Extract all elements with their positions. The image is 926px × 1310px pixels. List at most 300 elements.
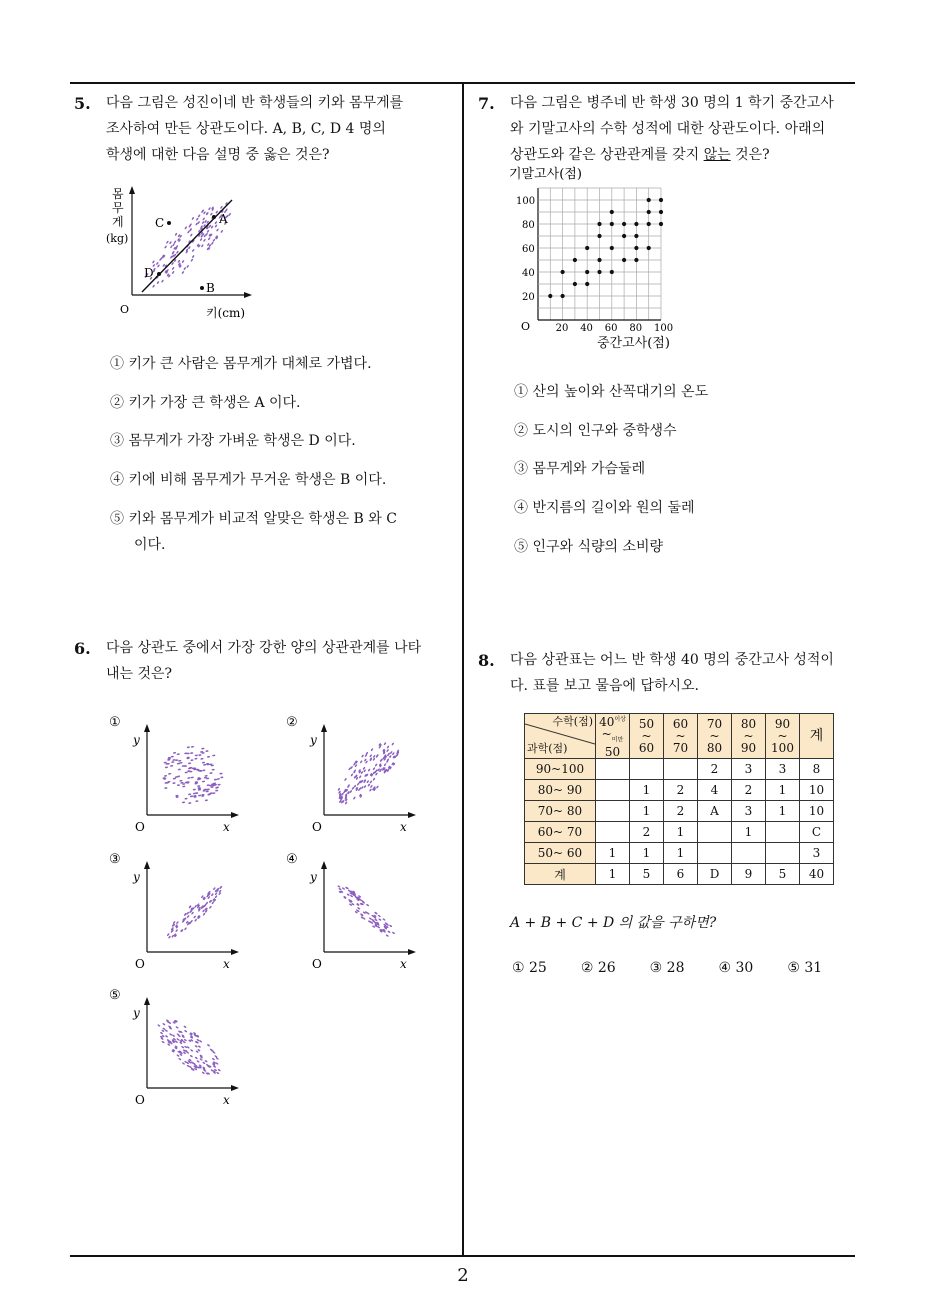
col-header-tilde: ~ (777, 729, 788, 744)
q5-text-line: 다음 그림은 성진이네 반 학생들의 키와 몸무게를 (106, 95, 404, 111)
q6-cloud-dot (387, 930, 391, 933)
q6-scatter-chart (282, 712, 422, 840)
q5-cloud-dot (208, 207, 211, 211)
q6-cloud-dot (171, 934, 174, 938)
q6-cloud-dot (212, 754, 215, 756)
col-header-tilde: ~ (743, 729, 754, 744)
q5-cloud-dot (181, 260, 184, 264)
q7-xtick-label: 100 (654, 323, 674, 334)
q7-number: 7. (478, 94, 495, 113)
table-cell: 2 (664, 801, 698, 822)
q6-cloud-dot (217, 784, 220, 786)
q5-cloud-dot (190, 258, 193, 262)
q5-cloud-dot (169, 241, 172, 245)
q6-cloud-dot (169, 1033, 173, 1036)
q5-cloud-dot (215, 210, 218, 214)
q7-data-point (610, 210, 614, 214)
q5-cloud-dot (214, 224, 217, 228)
table-cell (664, 759, 698, 780)
table-cell: 9 (732, 864, 766, 885)
q8-choice-4[interactable]: ④ 30 (718, 960, 754, 976)
q6-cloud-dot (195, 754, 198, 756)
col-header-sup: 이상 (614, 716, 626, 723)
q6-cloud-dot (211, 769, 214, 771)
q5-origin: O (120, 303, 130, 316)
col-header-sub: 미만 (611, 736, 624, 744)
q7-option-4[interactable]: ④ 반지름의 길이와 원의 둘레 (514, 500, 695, 516)
q6-cloud-dot (187, 777, 190, 779)
table-row (525, 864, 834, 885)
q6-cloud-dot (207, 756, 210, 758)
q5-cloud-dot (184, 226, 187, 230)
q7-text-underlined: 않는 (703, 147, 731, 163)
q7-option-5[interactable]: ⑤ 인구와 식량의 소비량 (514, 539, 664, 555)
bottom-rule (70, 1255, 855, 1257)
q6-origin: O (135, 957, 145, 971)
table-cell (630, 759, 664, 780)
table-cell (766, 822, 800, 843)
table-cell (596, 822, 630, 843)
q6-option-2[interactable] (282, 712, 422, 844)
q6-cloud-dot (188, 802, 191, 804)
q6-ylabel: y (133, 1006, 140, 1020)
q6-cloud-dot (164, 775, 167, 777)
q5-option-5[interactable] (110, 508, 450, 556)
q5-scatter-chart (100, 180, 270, 325)
q6-xlabel: x (223, 957, 230, 971)
q6-cloud-dot (197, 785, 200, 787)
col-header-to: 70 (672, 741, 689, 756)
q6-origin: O (312, 820, 322, 834)
table-cell: 40 (800, 864, 834, 885)
q7-scatter-chart (505, 160, 695, 355)
q6-scatter-chart (105, 849, 245, 977)
q6-cloud-dot (161, 1041, 165, 1044)
q5-cloud-dot (220, 230, 223, 234)
q5-label-c: C (155, 216, 165, 230)
q6-ylabel: y (310, 733, 317, 747)
q6-cloud-dot (373, 755, 376, 759)
col-header-from: 50 (638, 717, 655, 732)
q5-cloud-dot (192, 255, 195, 259)
q6-ylabel: y (133, 733, 140, 747)
q5-point-c (167, 221, 171, 225)
q6-cloud-dot (214, 1055, 218, 1058)
q6-cloud-dot (199, 1040, 203, 1043)
table-row (525, 801, 834, 822)
q5-cloud-dot (203, 239, 206, 243)
q5-cloud-dot (166, 240, 169, 244)
table-cell: 1 (664, 822, 698, 843)
q6-option-1[interactable] (105, 712, 245, 844)
q7-data-point (659, 198, 663, 202)
q6-cloud-dot (344, 778, 347, 782)
q6-cloud-dot (198, 794, 201, 796)
q6-cloud-dot (374, 918, 378, 921)
q6-cloud-dot (184, 927, 187, 931)
table-cell: 6 (664, 864, 698, 885)
q7-data-point (597, 222, 601, 226)
q5-cloud-dot (190, 233, 193, 237)
row-header: 50~ 60 (525, 843, 596, 864)
q6-cloud-dot (366, 904, 370, 907)
q5-cloud-dot (206, 230, 209, 234)
q6-cloud-dot (214, 892, 217, 896)
q6-cloud-dot (179, 780, 182, 782)
col-header-to: 100 (771, 741, 794, 756)
col-header-tilde: ~ (601, 727, 612, 741)
q6-cloud-dot (378, 918, 382, 921)
q7-ticks (516, 196, 673, 334)
q6-cloud-dot (370, 785, 373, 789)
q8-choices (512, 960, 822, 976)
table-cell: 1 (664, 843, 698, 864)
q6-cloud-dot (204, 775, 207, 777)
q6-cloud-dot (165, 1035, 169, 1038)
q6-marker: ④ (286, 852, 298, 867)
q6-cloud-dot (182, 801, 185, 803)
table-cell (596, 780, 630, 801)
q6-cloud-dot (171, 761, 174, 763)
col-header (630, 714, 664, 759)
q6-ylabel: y (133, 870, 140, 884)
table-cell: A (698, 801, 732, 822)
table-cell (596, 759, 630, 780)
table-row (525, 780, 834, 801)
q6-cloud-dot (177, 753, 180, 755)
q7-grid (538, 188, 661, 320)
q5-cloud-dot (172, 271, 175, 275)
q6-cloud-dot (337, 885, 341, 888)
q5-cloud-dot (200, 238, 203, 242)
q6-text-line: 내는 것은? (106, 666, 173, 682)
q6-cloud-dot (191, 746, 194, 748)
q6-scatter-chart (282, 849, 422, 977)
q5-text (106, 90, 456, 168)
q6-cloud-dot (175, 1026, 179, 1029)
table-cell: 3 (732, 801, 766, 822)
q6-cloud-dot (342, 887, 346, 890)
q5-ylabel-2: 무 (112, 201, 124, 215)
q8-choice-2[interactable]: ② 26 (580, 960, 616, 976)
q6-cloud-dot (172, 759, 175, 761)
q7-data-point (634, 258, 638, 262)
q6-scatter-chart (105, 712, 245, 840)
q6-cloud-dot (172, 782, 175, 784)
q6-cloud-dot (376, 785, 379, 789)
q6-cloud-dot (389, 924, 393, 927)
q6-scatter-chart (105, 985, 245, 1113)
q8-choice-3[interactable]: ③ 28 (649, 960, 685, 976)
q6-origin: O (135, 1093, 145, 1107)
q6-cloud-dot (162, 1023, 166, 1026)
q6-text (106, 635, 456, 687)
q5-cloud-dot (201, 244, 204, 248)
q7-ylabel: 기말고사(점) (509, 167, 582, 182)
q6-cloud-dot (194, 1045, 198, 1048)
q6-cloud-dot (196, 1039, 200, 1042)
q6-cloud-dot (357, 907, 361, 910)
q7-text-line: 다음 그림은 병주네 반 학생 30 명의 1 학기 중간고사 (510, 95, 834, 111)
q7-ytick-label: 60 (522, 244, 535, 255)
q6-point-cloud (337, 885, 395, 937)
q8-choice-1[interactable]: ① 25 (512, 960, 547, 976)
corner-top-label: 수학(점) (552, 715, 593, 728)
q7-data-point (647, 246, 651, 250)
q6-cloud-dot (190, 759, 193, 761)
q6-cloud-dot (215, 790, 218, 792)
col-header-to: 90 (740, 741, 757, 756)
table-cell: 1 (630, 801, 664, 822)
q7-data-point (610, 246, 614, 250)
q7-data-point (561, 270, 565, 274)
q6-cloud-dot (177, 784, 180, 786)
table-cell (698, 822, 732, 843)
table-cell: 5 (766, 864, 800, 885)
q6-cloud-dot (184, 771, 187, 773)
q6-cloud-dot (367, 783, 370, 787)
q6-cloud-dot (369, 788, 372, 792)
q5-option-2[interactable]: ② 키가 가장 큰 학생은 A 이다. (110, 395, 301, 411)
table-cell (766, 843, 800, 864)
q7-data-point (573, 282, 577, 286)
q6-cloud-dot (178, 760, 181, 762)
table-row (525, 843, 834, 864)
q8-choice-5[interactable]: ⑤ 31 (787, 960, 823, 976)
page-number: 2 (457, 1265, 469, 1286)
row-header: 60~ 70 (525, 822, 596, 843)
table-cell (732, 843, 766, 864)
q5-ylabel-3: 게 (112, 215, 124, 229)
q7-data-point (622, 258, 626, 262)
q5-text-line: 학생에 대한 다음 설명 중 옳은 것은? (106, 147, 330, 163)
table-cell: 3 (732, 759, 766, 780)
q5-cloud-dot (152, 260, 155, 264)
q6-cloud-dot (213, 887, 216, 891)
q5-option-5-line1: ⑤ 키와 몸무게가 비교적 알맞은 학생은 B 와 C (110, 511, 397, 527)
q6-cloud-dot (386, 745, 389, 749)
q6-cloud-dot (359, 775, 362, 779)
q6-cloud-dot (188, 762, 191, 764)
q6-option-3[interactable] (105, 849, 245, 981)
q7-data-point (597, 258, 601, 262)
table-cell: 3 (766, 759, 800, 780)
q6-number: 6. (74, 639, 91, 658)
table-cell: D (698, 864, 732, 885)
q7-data-point (647, 198, 651, 202)
q8-text-line: 다. 표를 보고 물음에 답하시오. (510, 678, 699, 694)
q5-option-4[interactable]: ④ 키에 비해 몸무게가 무거운 학생은 B 이다. (110, 472, 387, 488)
q6-cloud-dot (195, 800, 198, 802)
table-cell: 2 (698, 759, 732, 780)
q6-cloud-dot (190, 752, 193, 754)
q6-cloud-dot (392, 752, 395, 756)
q5-cloud-dot (164, 245, 167, 249)
q6-cloud-dot (190, 1055, 194, 1058)
q6-cloud-dot (188, 793, 191, 795)
col-header-tilde: ~ (675, 729, 686, 744)
col-header-tilde: ~ (709, 729, 720, 744)
q7-data-point (622, 234, 626, 238)
q6-cloud-dot (392, 931, 396, 934)
q6-cloud-dot (184, 798, 187, 800)
q6-marker: ⑤ (109, 988, 121, 1003)
q6-cloud-dot (187, 746, 190, 748)
q5-cloud-dot (192, 249, 195, 253)
q6-cloud-dot (217, 1069, 221, 1072)
q6-cloud-dot (164, 787, 167, 789)
q6-cloud-dot (157, 1024, 161, 1027)
q6-cloud-dot (349, 790, 352, 794)
q6-cloud-dot (204, 1060, 208, 1063)
q6-cloud-dot (190, 1049, 194, 1052)
q6-cloud-dot (211, 893, 214, 897)
q7-xtick-label: 40 (580, 323, 593, 334)
q5-cloud-dot (172, 243, 175, 247)
q5-label-a: A (219, 212, 228, 226)
q7-data-point (610, 222, 614, 226)
q5-point-b (200, 286, 204, 290)
q6-point-cloud (157, 1019, 221, 1075)
q5-cloud-dot (172, 267, 175, 271)
q7-option-3[interactable]: ③ 몸무게와 가슴둘레 (514, 461, 646, 477)
col-header-to: 50 (604, 745, 621, 760)
q6-cloud-dot (182, 785, 185, 787)
table-cell: 2 (732, 780, 766, 801)
q6-cloud-dot (346, 893, 350, 896)
q5-cloud-dot (156, 262, 159, 266)
q5-ylabel-1: 몸 (112, 187, 124, 201)
q7-data-point (597, 234, 601, 238)
table-cell: 1 (766, 780, 800, 801)
q6-cloud-dot (212, 792, 215, 794)
q7-data-point (647, 222, 651, 226)
q7-option-2[interactable]: ② 도시의 인구와 중학생수 (514, 423, 677, 439)
table-header-row (525, 714, 834, 759)
q6-cloud-dot (165, 766, 168, 768)
q6-cloud-dot (176, 921, 179, 925)
row-header: 90~100 (525, 759, 596, 780)
q6-cloud-dot (368, 768, 371, 772)
q5-cloud-dot (170, 245, 173, 249)
q5-cloud-dot (214, 221, 217, 225)
q6-xlabel: x (400, 820, 407, 834)
table-cell: 3 (800, 843, 834, 864)
q6-cloud-dot (370, 748, 373, 752)
q6-cloud-dot (171, 756, 174, 758)
col-header-to: 60 (638, 741, 655, 756)
q6-ylabel: y (310, 870, 317, 884)
q6-cloud-dot (219, 773, 222, 775)
q6-cloud-dot (386, 749, 389, 753)
q6-cloud-dot (375, 763, 378, 767)
q5-cloud-dot (196, 217, 199, 221)
q7-data-point (585, 270, 589, 274)
q6-cloud-dot (389, 755, 392, 759)
q6-cloud-dot (212, 1058, 216, 1061)
table-corner (525, 714, 596, 759)
q5-option-3[interactable]: ③ 몸무게가 가장 가벼운 학생은 D 이다. (110, 433, 356, 449)
q6-cloud-dot (215, 1062, 219, 1065)
q6-cloud-dot (360, 760, 363, 764)
table-cell: C (800, 822, 834, 843)
table-cell: 10 (800, 801, 834, 822)
q8-text (510, 647, 860, 699)
q6-cloud-dot (190, 776, 193, 778)
q6-cloud-dot (176, 1054, 180, 1057)
table-cell: 5 (630, 864, 664, 885)
q5-label-d: D (144, 266, 154, 280)
q5-xlabel: 키(cm) (206, 306, 246, 320)
q7-data-point (585, 282, 589, 286)
q6-cloud-dot (345, 801, 348, 805)
q8-number: 8. (478, 651, 495, 670)
q6-cloud-dot (193, 915, 196, 919)
q7-data-point (659, 210, 663, 214)
table-body (525, 759, 834, 885)
q6-cloud-dot (167, 933, 170, 937)
q7-data-point (610, 270, 614, 274)
q7-xtick-label: 80 (629, 323, 643, 334)
q7-data-point (634, 222, 638, 226)
q7-option-1[interactable]: ① 산의 높이와 산꼭대기의 온도 (514, 384, 709, 400)
q6-cloud-dot (170, 765, 173, 767)
q6-option-5[interactable] (105, 985, 245, 1117)
col-header-from: 60 (672, 717, 689, 732)
col-header (698, 714, 732, 759)
q6-cloud-dot (202, 780, 205, 782)
q7-origin: O (521, 320, 531, 333)
q6-cloud-dot (186, 911, 189, 915)
col-header-from: 70 (706, 717, 723, 732)
q7-text-line: 와 기말고사의 수학 성적에 대한 상관도이다. 아래의 (510, 121, 826, 137)
q7-data-point (659, 222, 663, 226)
q7-data-point (634, 246, 638, 250)
q7-ytick-label: 80 (522, 220, 535, 231)
col-header-from: 80 (740, 717, 757, 732)
q6-cloud-dot (207, 1044, 211, 1047)
q6-cloud-dot (220, 776, 223, 778)
q6-cloud-dot (378, 914, 382, 917)
table-cell: 1 (630, 843, 664, 864)
q7-ytick-label: 100 (516, 196, 536, 207)
q6-xlabel: x (223, 820, 230, 834)
q6-origin: O (312, 957, 322, 971)
q6-origin: O (135, 820, 145, 834)
q7-xtick-label: 20 (555, 323, 569, 334)
q5-point-a (212, 215, 216, 219)
q6-cloud-dot (214, 779, 217, 781)
q5-cloud-dot (228, 213, 231, 217)
q5-cloud-dot (157, 264, 160, 268)
col-header (596, 714, 630, 759)
q7-ytick-label: 20 (522, 292, 535, 303)
table-cell: 10 (800, 780, 834, 801)
q8-text-line: 다음 상관표는 어느 반 학생 40 명의 중간고사 성적이 (510, 652, 834, 668)
q6-cloud-dot (372, 767, 375, 771)
q5-option-1[interactable]: ① 키가 큰 사람은 몸무게가 대체로 가볍다. (110, 356, 372, 372)
q7-data-point (573, 258, 577, 262)
q7-xtick-label: 60 (604, 323, 618, 334)
q6-cloud-dot (202, 912, 205, 916)
q6-cloud-dot (205, 790, 208, 792)
q6-cloud-dot (369, 754, 372, 758)
q7-ytick-label: 40 (522, 268, 535, 279)
q6-cloud-dot (178, 1058, 182, 1061)
table-row (525, 759, 834, 780)
q6-option-4[interactable] (282, 849, 422, 981)
q5-cloud-dot (211, 242, 214, 246)
